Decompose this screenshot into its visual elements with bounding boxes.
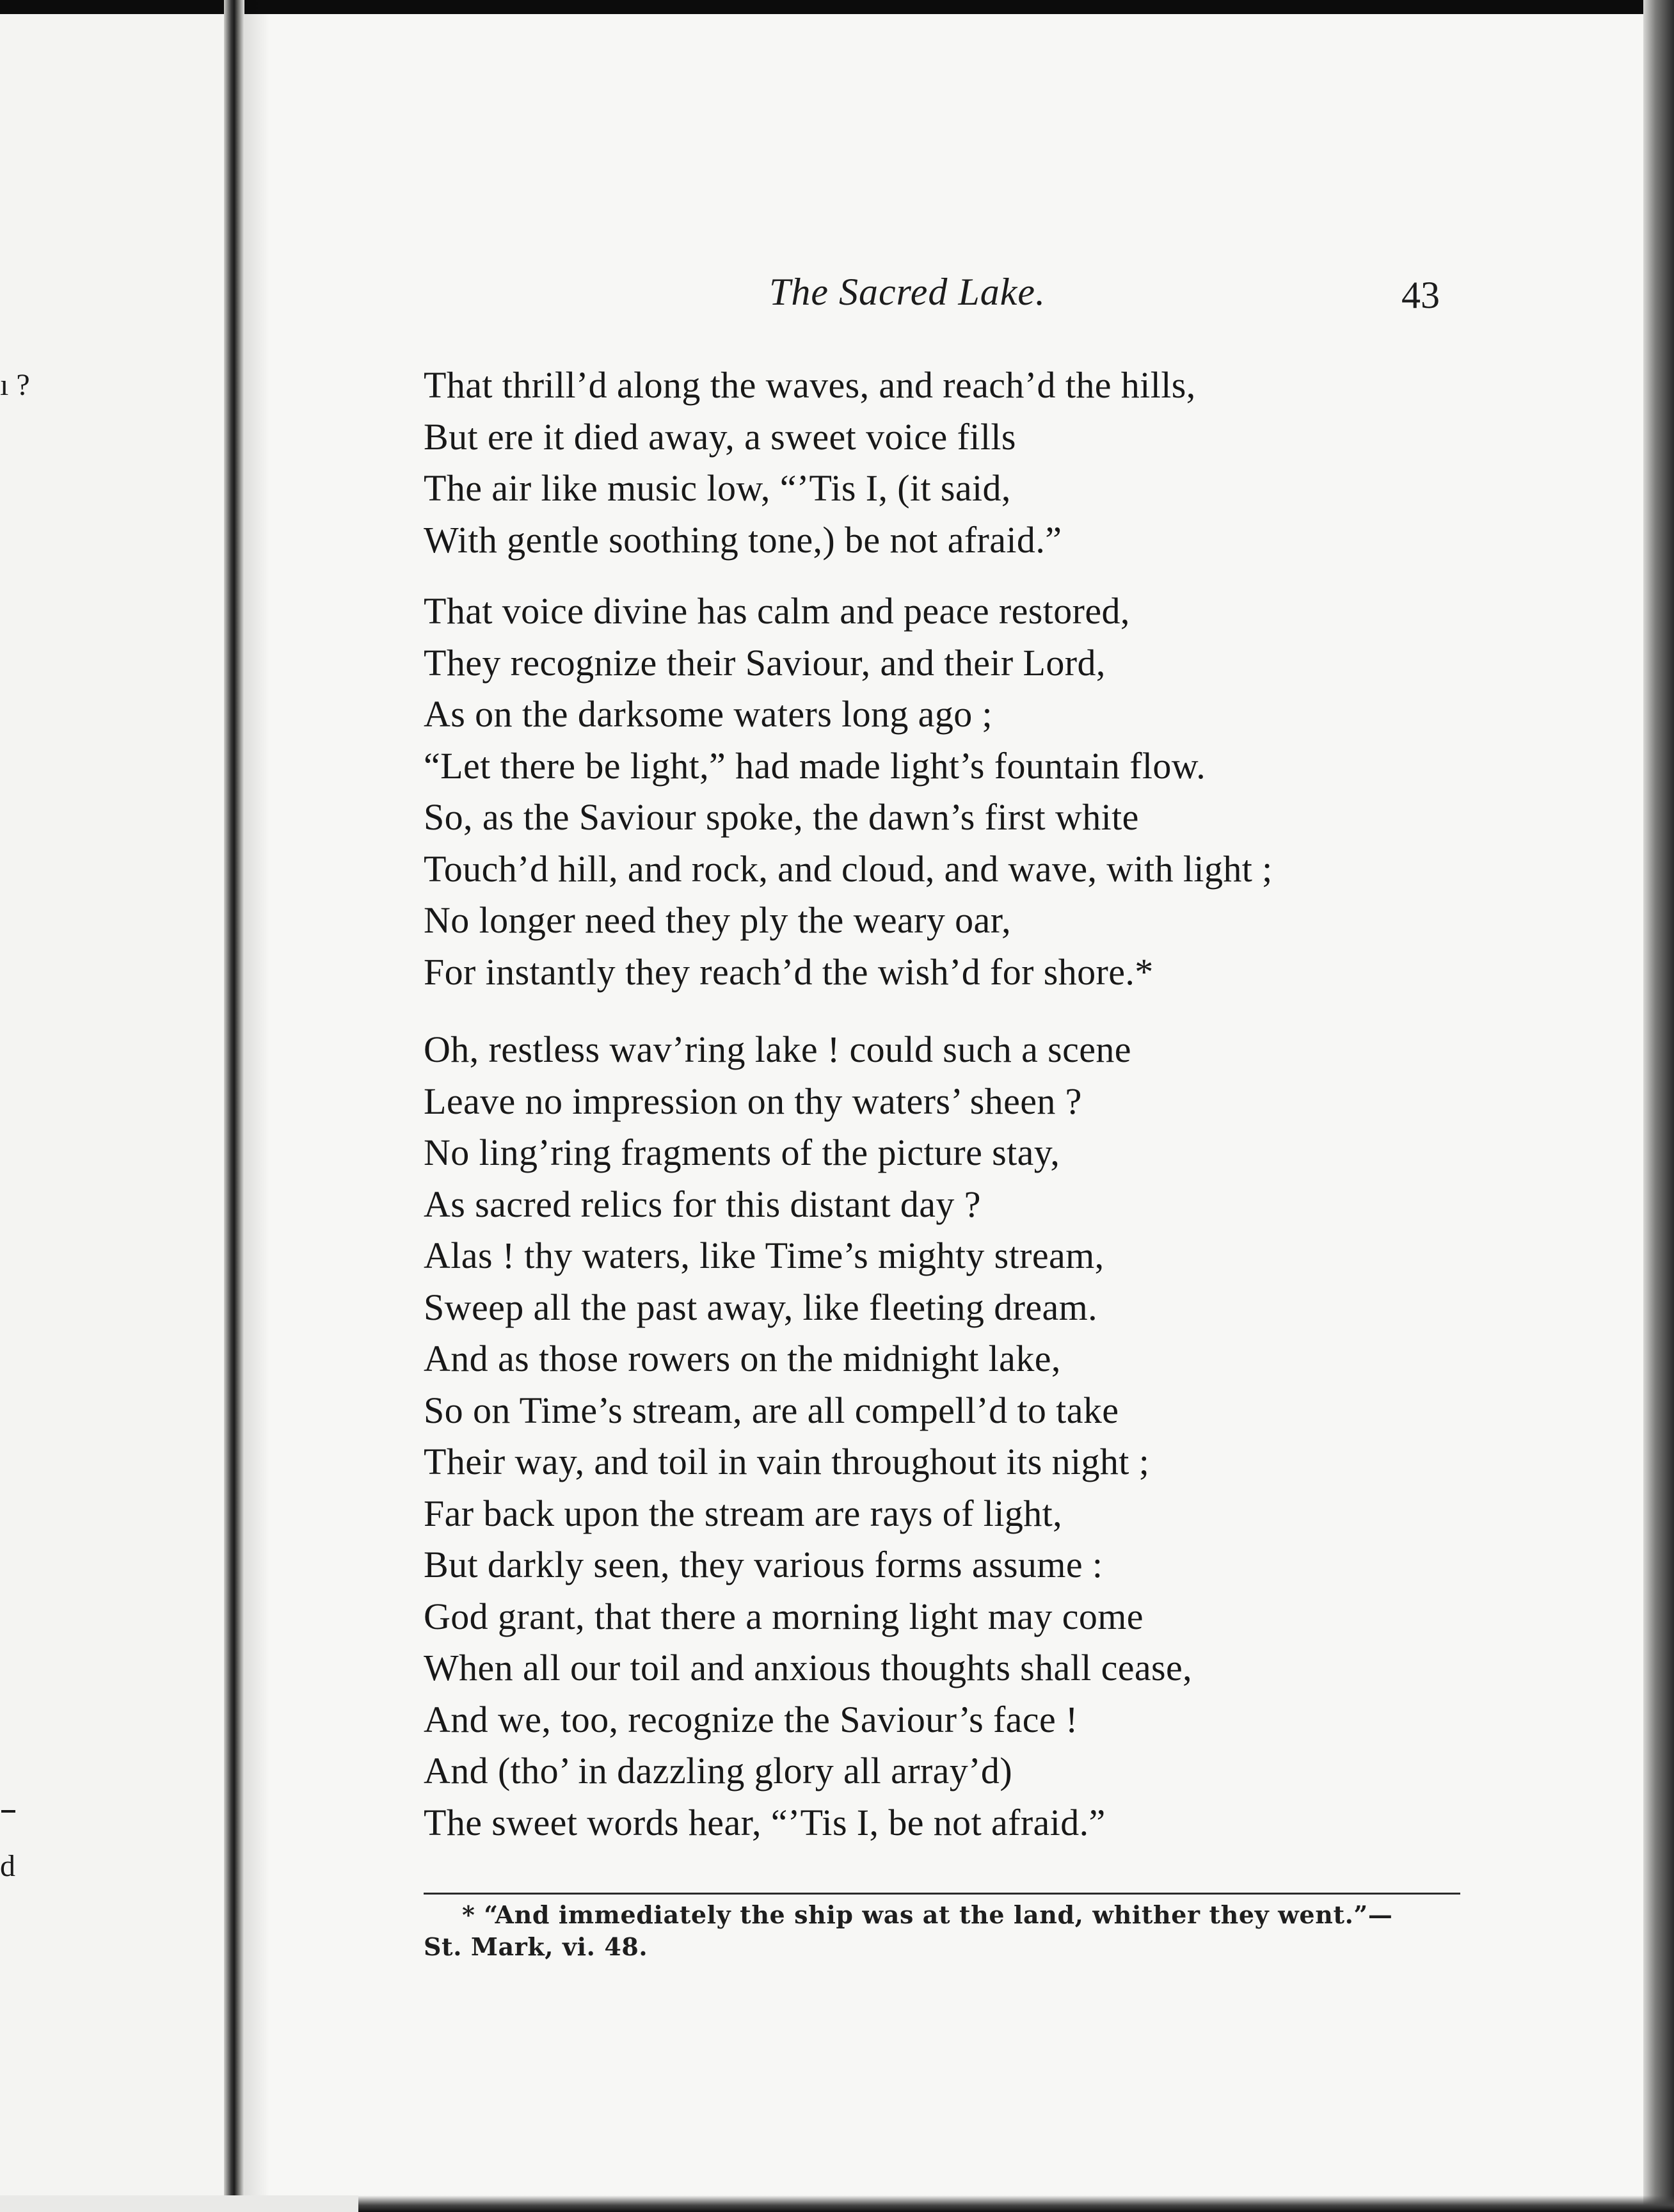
poem-line: Alas ! thy waters, like Time’s mighty stream, xyxy=(424,1235,1104,1276)
book-gutter xyxy=(224,0,244,2212)
poem-line: Oh, restless wav’ring lake ! could such a scene xyxy=(424,1029,1131,1070)
poem-stanza xyxy=(424,360,1196,566)
poem-line: “Let there be light,” had made light’s fountain flow. xyxy=(424,744,1206,787)
footnote xyxy=(424,1899,1473,1963)
poem-line: So on Time’s stream, are all compell’d to take xyxy=(424,1389,1119,1431)
poem-line: Leave no impression on thy waters’ sheen ? xyxy=(424,1080,1082,1122)
page-bottom-edge xyxy=(358,2195,1674,2212)
footnote-divider xyxy=(424,1893,1460,1895)
poem-line: God grant, that there a morning light may come xyxy=(424,1595,1144,1637)
footnote-text: * “And immediately the ship was at the land, whither they went.”— xyxy=(462,1900,1393,1929)
poem-line: But darkly seen, they various forms assume : xyxy=(424,1544,1103,1585)
poem-line: With gentle soothing tone,) be not afraid.” xyxy=(424,518,1062,561)
poem-line: Far back upon the stream are rays of light, xyxy=(424,1492,1063,1534)
poem-line: As sacred relics for this distant day ? xyxy=(424,1183,981,1225)
poem-line: And (tho’ in dazzling glory all array’d) xyxy=(424,1750,1013,1791)
facing-page-edge xyxy=(0,14,224,2212)
page-right-edge xyxy=(1643,0,1674,2212)
footnote-citation: St. Mark, vi. 48. xyxy=(424,1932,648,1961)
poem-line: They recognize their Saviour, and their Lord, xyxy=(424,641,1106,684)
facing-page-fragment: ı ? xyxy=(0,368,30,402)
poem-line: The sweet words hear, “’Tis I, be not afraid.” xyxy=(424,1801,1106,1843)
poem-line: And as those rowers on the midnight lake, xyxy=(424,1338,1061,1379)
facing-page-fragment: d xyxy=(0,1849,15,1883)
poem-line: And we, too, recognize the Saviour’s face ! xyxy=(424,1698,1078,1740)
poem-stanza xyxy=(424,1024,1192,1848)
poem-line: But ere it died away, a sweet voice fills xyxy=(424,415,1016,458)
poem-line: As on the darksome waters long ago ; xyxy=(424,693,993,735)
book-page xyxy=(270,14,1643,2195)
poem-line: Touch’d hill, and rock, and cloud, and wave, with light ; xyxy=(424,847,1273,890)
poem-line: For instantly they reach’d the wish’d for shore.* xyxy=(424,950,1154,993)
facing-page-mark xyxy=(1,1810,15,1813)
poem-line: Their way, and toil in vain throughout its night ; xyxy=(424,1441,1150,1482)
poem-line: That voice divine has calm and peace restored, xyxy=(424,590,1130,632)
poem-line: No ling’ring fragments of the picture stay, xyxy=(424,1132,1060,1173)
poem-line: That thrill’d along the waves, and reach’d the hills, xyxy=(424,364,1196,406)
page-number: 43 xyxy=(1401,274,1440,316)
poem-stanza xyxy=(424,586,1273,998)
poem-line: When all our toil and anxious thoughts shall cease, xyxy=(424,1647,1193,1688)
poem-line: The air like music low, “’Tis I, (it said, xyxy=(424,467,1011,509)
running-head-title: The Sacred Lake. xyxy=(769,271,1046,313)
poem-line: Sweep all the past away, like fleeting dream. xyxy=(424,1286,1098,1328)
poem-line: So, as the Saviour spoke, the dawn’s first white xyxy=(424,796,1139,838)
gutter-shadow xyxy=(244,0,270,2212)
facing-page-bottom xyxy=(0,2195,358,2212)
poem-line: No longer need they ply the weary oar, xyxy=(424,899,1011,941)
